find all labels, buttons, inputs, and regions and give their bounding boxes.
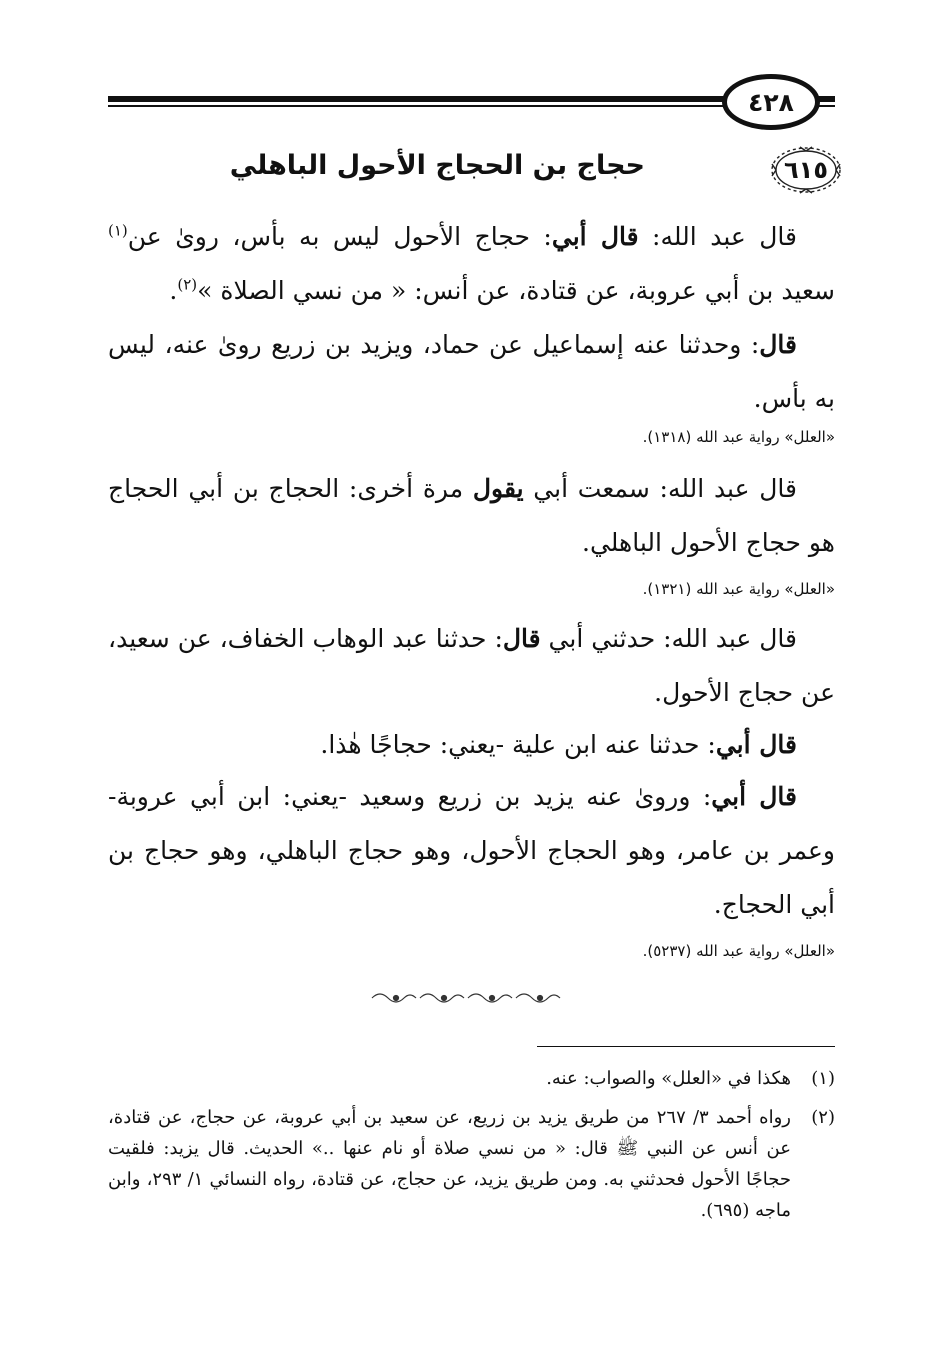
paragraph-3-speaker: يقول bbox=[472, 474, 524, 503]
paragraph-5 bbox=[108, 718, 835, 772]
paragraph-5-speaker: قال أبي bbox=[715, 730, 797, 759]
paragraph-4-intro: قال عبد الله: حدثني أبي bbox=[540, 624, 798, 653]
paragraph-3 bbox=[108, 462, 835, 570]
reference-1: «العلل» رواية عبد الله (١٣١٨). bbox=[642, 428, 835, 446]
paragraph-6-speaker: قال أبي bbox=[711, 782, 797, 811]
entry-title: حجاج بن الحجاج الأحول الباهلي bbox=[229, 150, 645, 181]
paragraph-4-speaker: قال bbox=[502, 624, 541, 653]
footnotes bbox=[108, 1063, 835, 1234]
entry-number-badge bbox=[770, 146, 842, 194]
paragraph-6 bbox=[108, 770, 835, 932]
footnote-2 bbox=[108, 1102, 835, 1226]
footnote-1-number: (١) bbox=[811, 1068, 835, 1089]
paragraph-2-speaker: قال bbox=[759, 330, 797, 359]
footnote-1 bbox=[108, 1063, 835, 1094]
entry-number: ٦١٥ bbox=[784, 156, 828, 184]
paragraph-4-text: : حدثنا عبد الوهاب الخفاف، عن سعيد، عن حجاج الأحول. bbox=[108, 624, 835, 707]
footnote-marker-2: (٢) bbox=[177, 275, 198, 294]
paragraph-2-text: : وحدثنا عنه إسماعيل عن حماد، ويزيد بن زريع رویٰ عنه، ليس به بأس. bbox=[108, 330, 835, 413]
paragraph-5-text: : حدثنا عنه ابن علية -يعني: حجاجًا هٰذا. bbox=[320, 730, 716, 759]
footnote-separator bbox=[537, 1046, 835, 1047]
section-divider-ornament-icon bbox=[368, 990, 568, 1006]
paragraph-1-speaker: قال أبي bbox=[551, 222, 639, 251]
paragraph-1 bbox=[108, 210, 835, 318]
reference-2: «العلل» رواية عبد الله (١٣٢١). bbox=[642, 580, 835, 598]
paragraph-3-intro: قال عبد الله: سمعت أبي bbox=[523, 474, 797, 503]
footnote-marker-1: (١) bbox=[108, 221, 128, 240]
footnote-1-text: هكذا في «العلل» والصواب: عنه. bbox=[546, 1068, 791, 1089]
footnote-2-text: رواه أحمد ٣/ ٢٦٧ من طريق يزيد بن زريع، عن سعيد بن أبي عروبة، عن حجاج، عن قتادة، عن أنس عن النبي ﷺ قال: « من نسي صلاة أو نام عنها ..» الحديث. قال يزيد: فلقيت حجاجًا الأحول فحدثني به. ومن طريق يزيد، عن حجاج، عن قتادة، رواه النسائي ١/ ٢٩٣، وابن ماجه (٦٩٥). bbox=[108, 1107, 791, 1221]
paragraph-6-text: : ورویٰ عنه يزيد بن زريع وسعيد -يعني: ابن أبي عروبة- وعمر بن عامر، وهو الحجاج الأحول، وهو حجاج الباهلي، وهو حجاج بن أبي الحجاج. bbox=[108, 782, 835, 919]
paragraph-1-intro: قال عبد الله: bbox=[638, 222, 797, 251]
paragraph-1-tail: . bbox=[169, 276, 178, 305]
footnote-2-number: (٢) bbox=[811, 1107, 835, 1128]
paragraph-4 bbox=[108, 612, 835, 720]
paragraph-2 bbox=[108, 318, 835, 426]
paragraph-1-text: : حجاج الأحول ليس به بأس، رویٰ عن bbox=[127, 222, 552, 251]
paragraph-3-text: مرة أخرى: الحجاج بن أبي الحجاج هو حجاج الأحول الباهلي. bbox=[108, 474, 835, 557]
page-number: ٤٢٨ bbox=[722, 74, 820, 130]
paragraph-1-text-2: سعيد بن أبي عروبة، عن قتادة، عن أنس: « من نسي الصلاة » bbox=[197, 276, 835, 305]
reference-3: «العلل» رواية عبد الله (٥٢٣٧). bbox=[642, 942, 835, 960]
